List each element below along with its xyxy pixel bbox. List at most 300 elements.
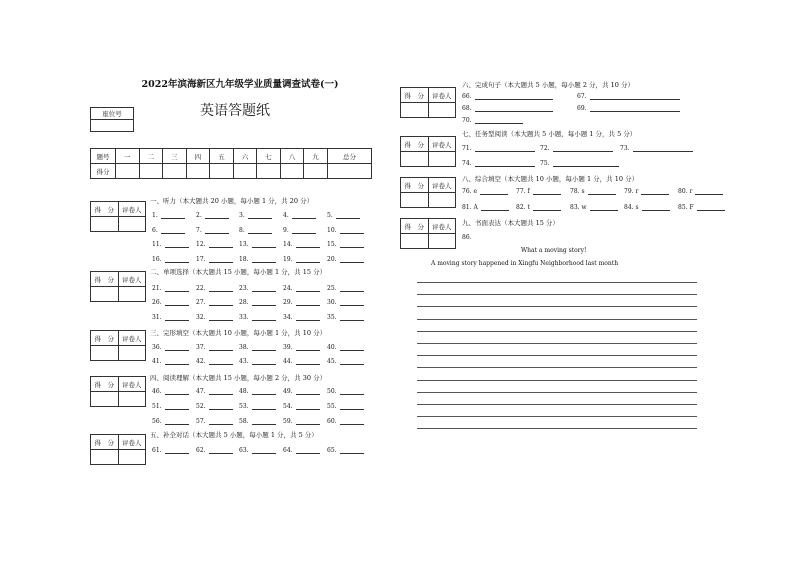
- score-summary-table: [90, 148, 372, 179]
- grader-field[interactable]: [428, 193, 456, 208]
- answer-blank[interactable]: [296, 241, 320, 248]
- answer-blank[interactable]: [296, 388, 320, 395]
- item-number: 71.: [462, 145, 472, 152]
- item-number: 36.: [152, 344, 162, 351]
- essay-title: What a moving story!: [521, 247, 587, 254]
- seat-number-box: [90, 107, 134, 132]
- answer-item: [196, 241, 233, 248]
- answer-blank[interactable]: [642, 204, 670, 211]
- answer-blank[interactable]: [165, 358, 189, 365]
- answer-item: [239, 212, 272, 219]
- answer-item: [196, 227, 229, 234]
- writing-line[interactable]: [417, 331, 697, 332]
- answer-blank[interactable]: [340, 358, 364, 365]
- answer-item: [327, 241, 364, 248]
- answer-blank[interactable]: [252, 285, 276, 292]
- score-field[interactable]: [91, 287, 119, 302]
- answer-blank[interactable]: [252, 403, 276, 410]
- answer-blank[interactable]: [165, 314, 189, 321]
- answer-blank[interactable]: [475, 145, 535, 152]
- answer-item: [196, 212, 229, 219]
- score-cell[interactable]: [327, 164, 371, 179]
- item-number: 18.: [239, 256, 249, 263]
- answer-blank[interactable]: [161, 227, 185, 234]
- answer-item: [239, 299, 276, 306]
- grader-label: 评卷人: [428, 88, 456, 103]
- item-number: 54.: [283, 403, 293, 410]
- item-number: 35.: [327, 314, 337, 321]
- answer-item: [540, 160, 619, 167]
- answer-item: [283, 388, 320, 395]
- writing-line[interactable]: [417, 294, 697, 295]
- item-number: 57.: [196, 418, 206, 425]
- column-header: 一: [116, 149, 140, 164]
- score-field[interactable]: [401, 234, 429, 249]
- writing-line[interactable]: [417, 380, 697, 381]
- item-number: 70.: [462, 117, 472, 124]
- answer-item: [196, 418, 233, 425]
- item-number: 69.: [577, 105, 587, 112]
- item-number: 25.: [327, 285, 337, 292]
- answer-blank[interactable]: [165, 241, 189, 248]
- answer-item: [196, 447, 233, 454]
- item-number: 47.: [196, 388, 206, 395]
- answer-item: [577, 93, 680, 100]
- item-number: 74.: [462, 160, 472, 167]
- answer-blank[interactable]: [481, 204, 509, 211]
- score-field[interactable]: [91, 217, 119, 232]
- score-field[interactable]: [401, 152, 429, 167]
- score-cell[interactable]: [304, 164, 328, 179]
- answer-item: [624, 204, 670, 211]
- answer-blank[interactable]: [697, 204, 725, 211]
- answer-blank[interactable]: [165, 285, 189, 292]
- answer-item: [462, 145, 535, 152]
- answer-item: [678, 204, 725, 211]
- grader-field[interactable]: [118, 346, 146, 361]
- score-label: 得 分: [401, 178, 429, 193]
- answer-blank[interactable]: [209, 285, 233, 292]
- answer-blank[interactable]: [553, 145, 613, 152]
- answer-blank[interactable]: [340, 418, 364, 425]
- column-header: 九: [304, 149, 328, 164]
- answer-item: [462, 160, 535, 167]
- answer-blank[interactable]: [209, 403, 233, 410]
- grader-field[interactable]: [118, 287, 146, 302]
- answer-blank[interactable]: [340, 256, 364, 263]
- grader-field[interactable]: [428, 103, 456, 118]
- item-number: 19.: [283, 256, 293, 263]
- answer-item: [239, 256, 276, 263]
- score-box: [90, 330, 146, 360]
- score-cell[interactable]: [116, 164, 140, 179]
- writing-line[interactable]: [417, 367, 697, 368]
- answer-blank[interactable]: [252, 344, 276, 351]
- score-label: 得 分: [91, 377, 119, 392]
- answer-blank[interactable]: [296, 447, 320, 454]
- item-number: 67.: [577, 93, 587, 100]
- answer-item: [152, 418, 189, 425]
- answer-blank[interactable]: [340, 227, 364, 234]
- answer-blank[interactable]: [292, 227, 316, 234]
- answer-blank[interactable]: [340, 403, 364, 410]
- answer-blank[interactable]: [340, 314, 364, 321]
- answer-blank[interactable]: [209, 314, 233, 321]
- section-heading: 二、单项选择（本大题共 15 小题，每小题 1 分，共 15 分）: [150, 268, 327, 276]
- answer-blank[interactable]: [296, 418, 320, 425]
- answer-item: [327, 227, 364, 234]
- answer-item: [327, 299, 364, 306]
- item-number: 3.: [239, 212, 245, 219]
- answer-item: [196, 403, 233, 410]
- item-number: 62.: [196, 447, 206, 454]
- answer-item: [239, 314, 276, 321]
- item-number: 85. F: [678, 204, 694, 211]
- item-number: 28.: [239, 299, 249, 306]
- writing-line[interactable]: [417, 428, 697, 429]
- answer-item: [239, 358, 276, 365]
- score-field[interactable]: [91, 346, 119, 361]
- item-number: 27.: [196, 299, 206, 306]
- answer-item: [239, 344, 276, 351]
- item-number: 64.: [283, 447, 293, 454]
- answer-blank[interactable]: [165, 344, 189, 351]
- answer-blank[interactable]: [209, 299, 233, 306]
- item-number: 84. s: [624, 204, 639, 211]
- column-header: 三: [163, 149, 187, 164]
- answer-blank[interactable]: [252, 314, 276, 321]
- answer-blank[interactable]: [475, 93, 553, 100]
- item-number: 5.: [327, 212, 333, 219]
- answer-item: [577, 105, 680, 112]
- score-cell[interactable]: [163, 164, 187, 179]
- item-number: 37.: [196, 344, 206, 351]
- item-number: 51.: [152, 403, 162, 410]
- answer-blank[interactable]: [205, 227, 229, 234]
- answer-blank[interactable]: [296, 285, 320, 292]
- score-field[interactable]: [401, 193, 429, 208]
- answer-item: [462, 188, 508, 195]
- answer-blank[interactable]: [475, 105, 553, 112]
- answer-item: [152, 256, 189, 263]
- answer-blank[interactable]: [252, 241, 276, 248]
- answer-blank[interactable]: [533, 204, 561, 211]
- answer-item: [152, 314, 189, 321]
- answer-blank[interactable]: [336, 212, 360, 219]
- answer-blank[interactable]: [209, 256, 233, 263]
- item-number: 21.: [152, 285, 162, 292]
- answer-blank[interactable]: [248, 227, 272, 234]
- column-header: 总分: [327, 149, 371, 164]
- item-number: 52.: [196, 403, 206, 410]
- answer-blank[interactable]: [296, 314, 320, 321]
- answer-item: [239, 227, 272, 234]
- writing-line[interactable]: [417, 282, 697, 283]
- grader-label: 评卷人: [118, 202, 146, 217]
- section-heading: 三、完形填空（本大题共 10 小题，每小题 1 分，共 10 分）: [150, 329, 327, 337]
- answer-item: [570, 188, 616, 195]
- writing-line[interactable]: [417, 306, 697, 307]
- answer-item: [239, 241, 276, 248]
- answer-blank[interactable]: [340, 344, 364, 351]
- answer-item: [462, 204, 509, 211]
- score-cell[interactable]: [257, 164, 281, 179]
- answer-blank[interactable]: [165, 447, 189, 454]
- essay-opening: A moving story happened in Xingfu Neighborhood last month: [431, 260, 619, 267]
- item-number: 1.: [152, 212, 158, 219]
- grader-field[interactable]: [118, 450, 146, 465]
- answer-blank[interactable]: [205, 212, 229, 219]
- grader-label: 评卷人: [118, 377, 146, 392]
- item-number: 53.: [239, 403, 249, 410]
- score-label: 得 分: [91, 435, 119, 450]
- item-number: 83. w: [570, 204, 587, 211]
- item-number: 31.: [152, 314, 162, 321]
- answer-blank[interactable]: [165, 299, 189, 306]
- answer-item: [239, 403, 276, 410]
- answer-item: [152, 285, 189, 292]
- answer-item: [327, 388, 364, 395]
- answer-item: [327, 403, 364, 410]
- answer-blank[interactable]: [340, 388, 364, 395]
- answer-item: [283, 344, 320, 351]
- score-cell[interactable]: [186, 164, 210, 179]
- answer-item: [462, 93, 553, 100]
- answer-blank[interactable]: [475, 160, 535, 167]
- item-number: 61.: [152, 447, 162, 454]
- score-cell[interactable]: [233, 164, 257, 179]
- answer-blank[interactable]: [252, 388, 276, 395]
- item-number: 75.: [540, 160, 550, 167]
- answer-blank[interactable]: [165, 388, 189, 395]
- answer-blank[interactable]: [340, 285, 364, 292]
- answer-item: [624, 188, 669, 195]
- answer-blank[interactable]: [296, 403, 320, 410]
- grader-label: 评卷人: [428, 178, 456, 193]
- score-box: [90, 376, 146, 406]
- item-number: 56.: [152, 418, 162, 425]
- answer-blank[interactable]: [165, 403, 189, 410]
- answer-blank[interactable]: [252, 447, 276, 454]
- item-number: 8.: [239, 227, 245, 234]
- item-number: 13.: [239, 241, 249, 248]
- writing-line[interactable]: [417, 319, 697, 320]
- answer-blank[interactable]: [475, 117, 523, 124]
- answer-item: [152, 447, 189, 454]
- answer-item: [196, 256, 233, 263]
- answer-blank[interactable]: [533, 188, 561, 195]
- item-number: 55.: [327, 403, 337, 410]
- item-number: 22.: [196, 285, 206, 292]
- item-number: 40.: [327, 344, 337, 351]
- item-number: 7.: [196, 227, 202, 234]
- answer-blank[interactable]: [209, 388, 233, 395]
- score-field[interactable]: [91, 392, 119, 407]
- answer-item: [283, 285, 320, 292]
- score-box: [90, 201, 146, 231]
- grader-label: 评卷人: [118, 435, 146, 450]
- item-number: 45.: [327, 358, 337, 365]
- answer-blank[interactable]: [340, 241, 364, 248]
- answer-item: [462, 117, 523, 124]
- answer-blank[interactable]: [209, 241, 233, 248]
- score-cell[interactable]: [280, 164, 304, 179]
- item-number: 79. r: [624, 188, 639, 195]
- answer-blank[interactable]: [340, 299, 364, 306]
- answer-item: [283, 212, 316, 219]
- item-number: 86.: [462, 234, 472, 241]
- seat-number-field[interactable]: [91, 120, 134, 132]
- item-number: 30.: [327, 299, 337, 306]
- score-box: [400, 87, 456, 117]
- score-box: [400, 177, 456, 207]
- item-number: 2.: [196, 212, 202, 219]
- answer-item: [283, 358, 320, 365]
- item-number: 41.: [152, 358, 162, 365]
- grader-label: 评卷人: [118, 272, 146, 287]
- answer-item: [196, 358, 233, 365]
- answer-blank[interactable]: [588, 188, 616, 195]
- item-number: 59.: [283, 418, 293, 425]
- answer-item: [327, 212, 360, 219]
- answer-blank[interactable]: [209, 344, 233, 351]
- grader-field[interactable]: [118, 392, 146, 407]
- answer-item: [196, 314, 233, 321]
- answer-blank[interactable]: [296, 344, 320, 351]
- item-number: 14.: [283, 241, 293, 248]
- answer-blank[interactable]: [161, 212, 185, 219]
- score-cell[interactable]: [139, 164, 163, 179]
- answer-blank[interactable]: [641, 188, 669, 195]
- score-field[interactable]: [91, 450, 119, 465]
- column-header: 六: [233, 149, 257, 164]
- answer-blank[interactable]: [209, 447, 233, 454]
- answer-blank[interactable]: [590, 105, 680, 112]
- answer-item: [196, 299, 233, 306]
- answer-item: [540, 145, 613, 152]
- answer-blank[interactable]: [252, 256, 276, 263]
- item-number: 68.: [462, 105, 472, 112]
- grader-field[interactable]: [118, 217, 146, 232]
- answer-blank[interactable]: [296, 358, 320, 365]
- answer-item: [283, 403, 320, 410]
- item-number: 11.: [152, 241, 162, 248]
- column-header: 七: [257, 149, 281, 164]
- grader-label: 评卷人: [118, 331, 146, 346]
- column-header: 五: [210, 149, 234, 164]
- item-number: 12.: [196, 241, 206, 248]
- answer-item: [196, 285, 233, 292]
- section-heading: 四、阅读理解（本大题共 15 小题，每小题 2 分，共 30 分）: [150, 374, 327, 382]
- column-header: 八: [280, 149, 304, 164]
- grader-field[interactable]: [428, 234, 456, 249]
- item-number: 20.: [327, 256, 337, 263]
- answer-blank[interactable]: [252, 418, 276, 425]
- answer-item: [152, 358, 189, 365]
- answer-blank[interactable]: [248, 212, 272, 219]
- answer-item: [239, 285, 276, 292]
- question-number-label: 题号: [91, 149, 116, 164]
- answer-item: [283, 447, 320, 454]
- answer-item: [327, 314, 364, 321]
- answer-item: [516, 188, 561, 195]
- score-field[interactable]: [401, 103, 429, 118]
- item-number: 24.: [283, 285, 293, 292]
- item-number: 10.: [327, 227, 337, 234]
- answer-item: [283, 227, 316, 234]
- item-number: 23.: [239, 285, 249, 292]
- answer-item: [239, 447, 276, 454]
- item-number: 58.: [239, 418, 249, 425]
- answer-item: [152, 403, 189, 410]
- score-label: 得 分: [401, 137, 429, 152]
- item-number: 39.: [283, 344, 293, 351]
- answer-item: [327, 344, 364, 351]
- answer-blank[interactable]: [165, 256, 189, 263]
- item-number: 48.: [239, 388, 249, 395]
- item-number: 50.: [327, 388, 337, 395]
- answer-item: [327, 358, 364, 365]
- section-heading: 五、补全对话（本大题共 5 小题，每小题 1 分，共 5 分）: [150, 431, 318, 439]
- answer-blank[interactable]: [695, 188, 723, 195]
- item-number: 29.: [283, 299, 293, 306]
- item-number: 49.: [283, 388, 293, 395]
- answer-blank[interactable]: [296, 256, 320, 263]
- item-number: 78. s: [570, 188, 585, 195]
- answer-blank[interactable]: [296, 299, 320, 306]
- answer-blank[interactable]: [209, 418, 233, 425]
- answer-item: [239, 418, 276, 425]
- item-number: 46.: [152, 388, 162, 395]
- answer-blank[interactable]: [165, 418, 189, 425]
- answer-item: [196, 344, 233, 351]
- section-heading: 一、听力（本大题共 20 小题，每小题 1 分，共 20 分）: [150, 197, 314, 205]
- answer-item: [620, 145, 693, 152]
- answer-blank[interactable]: [590, 204, 618, 211]
- item-number: 34.: [283, 314, 293, 321]
- answer-item: [283, 241, 320, 248]
- answer-blank[interactable]: [553, 160, 619, 167]
- item-number: 66.: [462, 93, 472, 100]
- answer-blank[interactable]: [252, 358, 276, 365]
- writing-line[interactable]: [417, 404, 697, 405]
- answer-blank[interactable]: [252, 299, 276, 306]
- writing-line[interactable]: [417, 343, 697, 344]
- answer-blank[interactable]: [292, 212, 316, 219]
- writing-line[interactable]: [417, 355, 697, 356]
- item-number: 82. t: [516, 204, 530, 211]
- score-row-label: 得分: [91, 164, 116, 179]
- item-number: 26.: [152, 299, 162, 306]
- answer-blank[interactable]: [480, 188, 508, 195]
- column-header: 四: [186, 149, 210, 164]
- answer-blank[interactable]: [633, 145, 693, 152]
- answer-blank[interactable]: [590, 93, 680, 100]
- item-number: 17.: [196, 256, 206, 263]
- score-cell[interactable]: [210, 164, 234, 179]
- answer-blank[interactable]: [340, 447, 364, 454]
- grader-field[interactable]: [428, 152, 456, 167]
- score-label: 得 分: [91, 202, 119, 217]
- item-number: 81. A: [462, 204, 478, 211]
- score-box: [400, 218, 456, 248]
- answer-item: [152, 344, 189, 351]
- writing-line[interactable]: [417, 416, 697, 417]
- answer-blank[interactable]: [209, 358, 233, 365]
- writing-line[interactable]: [417, 392, 697, 393]
- answer-item: [239, 388, 276, 395]
- item-number: 43.: [239, 358, 249, 365]
